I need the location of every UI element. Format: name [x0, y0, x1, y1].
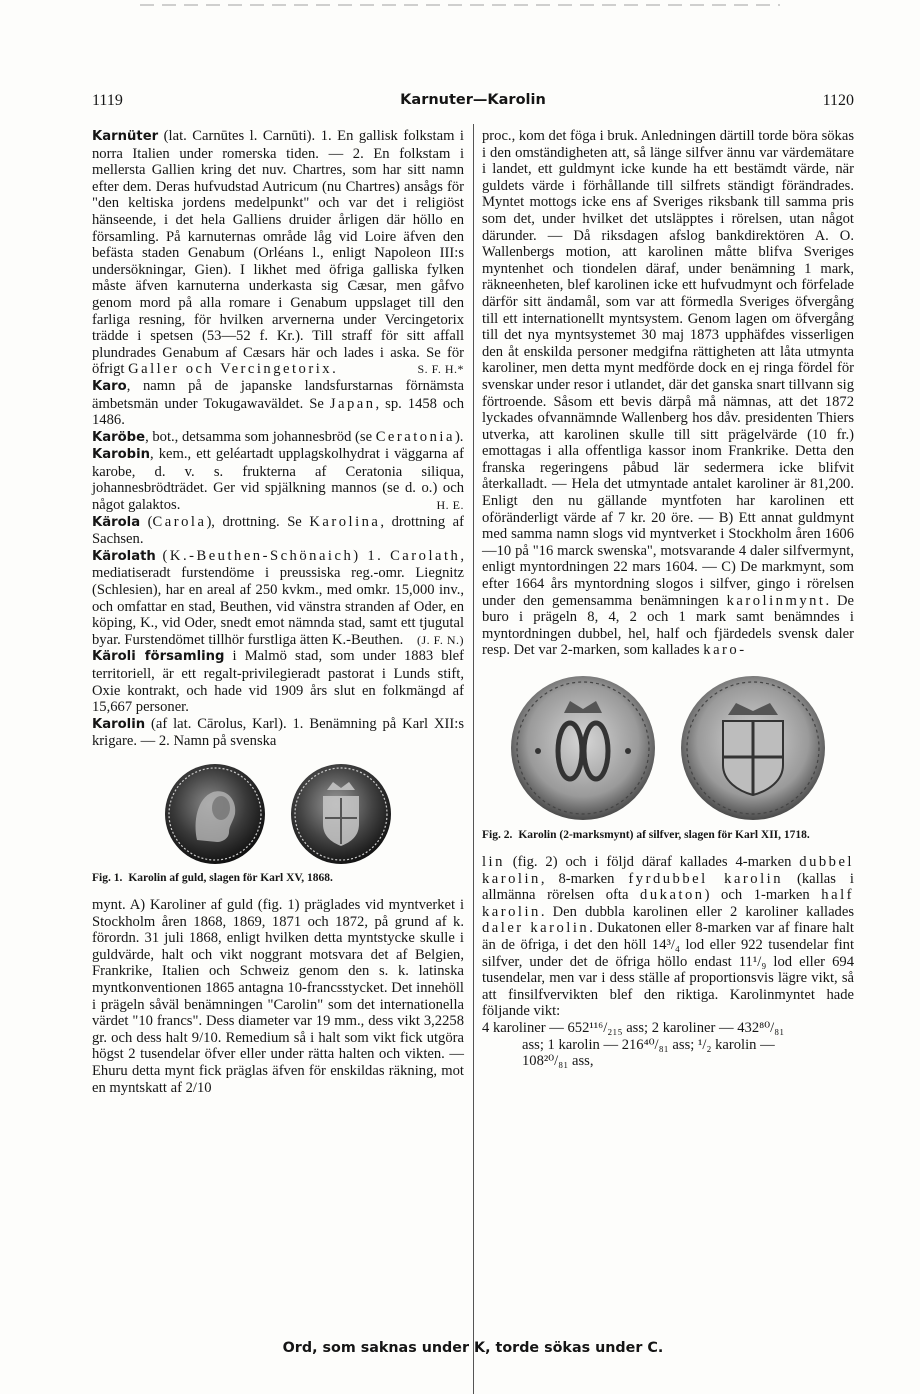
signature: (J. F. N.)	[416, 632, 464, 647]
page-number-left: 1119	[92, 92, 123, 109]
weights-line-1: 4 karoliner — 652¹¹⁶/₂₁₅ ass; 2 karoliner — 432⁸⁰/₈₁	[482, 1019, 785, 1036]
scan-artifact-line	[140, 4, 780, 6]
page-header	[92, 92, 854, 114]
entry-karnuter: Karnüter (lat. Carnūtes l. Carnūti). 1. En gallisk folkstam i norra Italien under romerska tiden. — 2. En folkstam i mellersta Gallien kring det nuv. Chartres, som har sitt namn efter dem. Deras hufvudstad Autricum (nu Chartres) ansågs för "den keltiska jordens medelpunkt" och var det i religiöst hänseende, i det hela Galliens druider årligen där höllo en församling. På karnuternas område låg vid Loire äfven den befästa staden Genabum (Orléans l., enligt Napoleon III:s undersökningar, Gien). I likhet med öfriga galliska fylken måste äfven karnuterna underkasta sig Cæsar, men gåfvo genom mord på alla romare i Genabum uppslaget till den farliga resning, för hvilken arvernerna under Vercingetorix trädde i spetsen (53—52 f. Kr.). Till straff för sitt affall plundrades Genabum af Cæsars här och lades i aska. Se för öfrigt Galler och Vercingetorix. S. F. H.*	[92, 128, 464, 378]
headword-karolin: Karolin	[92, 716, 146, 732]
cross-ref: Ceratonia	[375, 428, 455, 445]
cross-ref: Galler och Vercingetorix.	[128, 361, 339, 378]
cross-ref: half karolin	[482, 887, 854, 920]
cross-ref: daler karolin	[482, 920, 590, 937]
cross-ref: Karolina	[309, 513, 381, 530]
headword-karoli: Käroli församling	[92, 649, 225, 665]
entry-karolin: Karolin (af lat. Cārolus, Karl). 1. Benämning på Karl XII:s krigare. — 2. Namn på svenska	[92, 715, 464, 750]
figure-label: Fig. 1.	[92, 871, 123, 884]
figure-2-silver-coin	[498, 673, 838, 823]
entry-karobin: Karobin, kem., ett geléartadt upplagskolhydrat i väggarna af karobe, d. v. s. frukterna af Ceratonia siliqua, johannesbrödträdet. Ger vid spjälkning mannos (se d. o.) och något galaktos. H. E.	[92, 446, 464, 514]
right-column	[482, 128, 854, 1070]
entry-karoli-forsamling: Käroli församling i Malmö stad, som under 1883 blef territoriell, är ett regalt-privilegieradt pastorat i Lunds stift, Oxie kontrakt, och hade vid 1909 års slut en folkmängd af 15,667 personer.	[92, 648, 464, 716]
headword-karo: Karo	[92, 378, 127, 394]
entry-karolin-continued-right: proc., kom det föga i bruk. Anledningen därtill torde böra sökas i den omständigheten att, så länge silfver ännu var värdemätare i landet, ett guldmynt icke kunde ha ett bestämdt värde, när guldets värde i förhållande till silfrets ständigt förändrades. Myntet mottogs icke ens af Sveriges riksbank till samma pris som det, under hvilket det utsläpptes i rörelsen, utan något därunder. — Då riksdagen afslog bankdirektören A. O. Wallenbergs motion, att karolinen måtte blifva Sveriges myntenhet och tiondelen däraf, under benämning 1 mark, räkneenheten, blef karolinen icke ett hufvudmynt och förfelade därför sitt ändamål, som var att förmedla Sveriges öfvergång till ett internationellt myntsystem. Genom lagen om öfvergång till det nya myntsystemet 30 maj 1873 upphäfdes visserligen den åt enskilda personer medgifna rättigheten att låta utmynta karoliner, men detta mynt medförde dock en ej ringa fördel för svenskar under resor i utlandet, där det ganska snart tillvann sig förtroende. Såsom ett bevis därpå må nämnas, att det 1872 lyckades ofvannämnde Wallenberg hos dåv. presidenten Thiers utverka, att karolinen skulle till sitt prägelvärde (10 fr.) emottagas i alla offentliga kassor inom Frankrike. Detta den franska regeringens påbud lär sedermera icke blifvit återkalladt. — Hela det utmyntade antalet karoliner är 81,200. Enligt den nu gällande myntfoten har karolinen ett oföränderligt värde af 7 kr. 20 öre. — B) Ett annat guldmynt med samma namn slogs vid myntverket i Stockholm åren 1606—10 på "16 marck swenska", motsvarande 4 daler silfvermynt, enligt myntordningen 22 mars 1604. — C) De markmynt, som efter 1664 års myntordning slogos i silfver, gingo i rörelsen under den gemensamma benämningen karolinmynt. De buro i prägeln 8, 4, 2 och 1 mark samt benämndes i myntordningen dubbel, hel, half och fjärdedels svensk daler resp. Det var 2-marken, som kallades karo-	[482, 128, 854, 659]
coin-obverse	[511, 676, 655, 820]
cross-ref: dubbel karolin	[482, 854, 854, 887]
signature: S. F. H.*	[417, 362, 464, 377]
entry-karolin-continued-2: lin (fig. 2) och i följd däraf kallades 4-marken dubbel karolin, 8-marken fyrdubbel karolin (kallas i allmänna rörelsen ofta dukaton) och 1-marken half karolin. Den dubbla karolinen eller 2 karoliner kallades daler karolin. Dukatonen eller 8-marken var af finare halt än de öfriga, i det den höll 14³/₄ lod eller 922 tusendelar fint silfver, under det de öfriga höllo endast 11¹/₉ lod eller 694 tusendelar, men var i dess ställe af proportionsvis lägre vikt, så att finsilfvervikten blef den riktiga. Karolinmyntet hade följande vikt:	[482, 854, 854, 1020]
page-number-right: 1120	[822, 92, 854, 109]
cross-ref: dukaton	[640, 887, 705, 904]
page-footer: Ord, som saknas under K, torde sökas under C.	[282, 1340, 664, 1356]
left-column	[92, 128, 464, 1096]
cross-ref: Carolath	[390, 547, 461, 564]
figure-2-caption: Fig. 2. Karolin (2-marksmynt) af silfver, slagen för Karl XII, 1718.	[482, 829, 810, 841]
headword-karnuter: Karnüter	[92, 129, 159, 144]
figure-1-caption: Fig. 1. Karolin af guld, slagen för Karl XV, 1868.	[92, 871, 333, 884]
coin-obverse	[165, 764, 265, 864]
column-divider	[473, 124, 474, 1394]
headword-karobe: Karöbe	[92, 429, 146, 445]
entry-karolath: Kärolath (K.-Beuthen-Schönaich) 1. Carolath, mediatiseradt furstendöme i preussiska reg.-omr. Liegnitz (Schlesien), har en areal af 250 kvkm., med omkr. 15,000 inv., och omfattar en stad, Beuthen, vid vänstra stranden af Oder, en köping, K., vid Oder, snedt emot nämnda stad, samt ett tjugutal byar. Furstendömet tillhör furstliga ätten K.-Beuthen. (J. F. N.)	[92, 547, 464, 648]
entry-karobe: Karöbe, bot., detsamma som johannesbröd (se Ceratonia).	[92, 428, 464, 445]
entry-karo: Karo, namn på de japanske landsfurstarnas förnämsta ämbetsmän under Tokugawaväldet. Se Japan, sp. 1458 och 1486.	[92, 377, 465, 429]
figure-label: Fig. 2.	[482, 829, 513, 841]
cross-ref: fyrdubbel karolin	[628, 870, 783, 887]
entry-karolin-continued: mynt. A) Karoliner af guld (fig. 1) präglades vid myntverket i Stockholm åren 1868, 1869, 1871 och 1872, på grund af k. förordn. 31 juli 1868, enligt hvilken detta myntstycke skulle i guldvärde, halt och vikt noggrant motsvara det af Belgien, Frankrike, Italien och Schweiz genom den s. k. latinska myntkonventionen 1865 antagna 10-francsstycket. Det innehöll i prägeln såväl benämningen "Carolin" som det internationella värdet "10 francs". Dess diameter var 19 mm., dess vikt 3,2258 gr. och dess halt 9/10. Remedium så i halt som vikt fick utgöra högst 2 tusendelar öfver eller under rätta halten och vikten. — Ehuru detta mynt fick präglas äfven för enskildas räkning, mot en myntskatt af 2/10	[92, 896, 464, 1096]
headword-karobin: Karobin	[92, 447, 151, 463]
signature: H. E.	[436, 498, 464, 513]
weights-line-3: 108²⁰/₈₁ ass,	[522, 1053, 594, 1070]
headword-karolath: Kärolath	[92, 548, 156, 564]
coin-reverse	[291, 764, 391, 864]
running-title: Karnuter—Karolin	[400, 92, 546, 108]
figure-1-gold-coin	[163, 762, 393, 866]
coin-reverse	[681, 676, 825, 820]
cross-ref: Japan	[329, 395, 376, 412]
cross-ref: lin	[482, 854, 505, 870]
cross-ref: karolinmynt	[726, 592, 826, 609]
headword-karola: Kärola	[92, 514, 141, 530]
cross-ref: Carola	[152, 513, 207, 530]
entry-karola: Kärola (Carola), drottning. Se Karolina, drottning af Sachsen.	[92, 513, 464, 548]
cross-ref: karo-	[703, 642, 747, 659]
weights-line-2: ass; 1 karolin — 216⁴⁰/₈₁ ass; ¹/₂ karolin —	[522, 1036, 775, 1053]
